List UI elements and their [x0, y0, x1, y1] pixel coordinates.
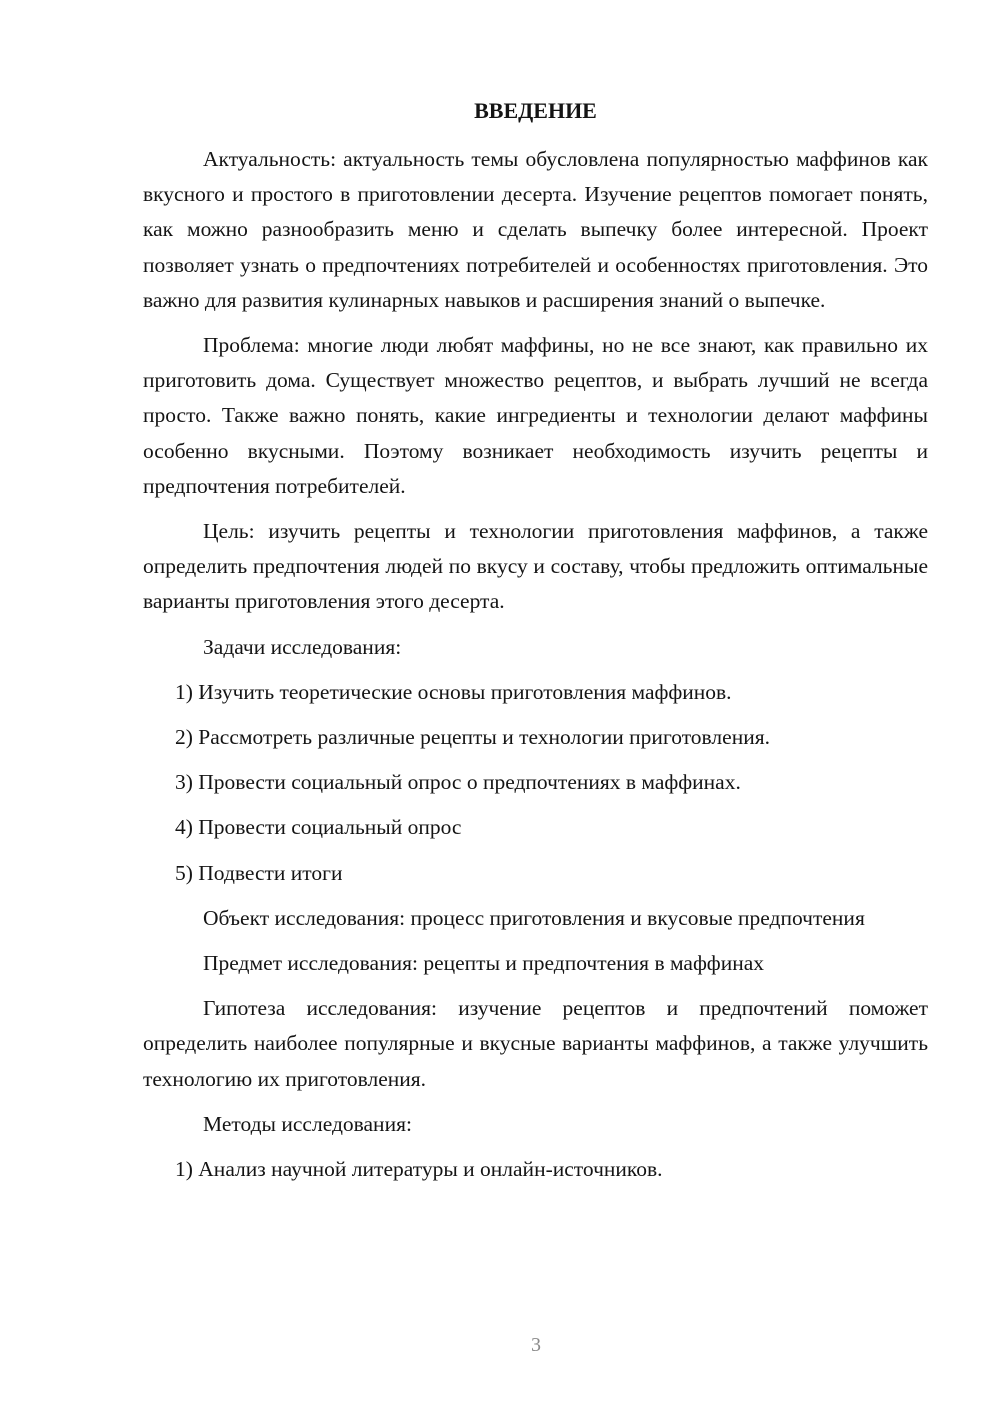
task-item: 5) Подвести итоги: [175, 860, 343, 885]
page-content: [143, 142, 928, 1197]
object-paragraph: Объект исследования: процесс приготовления и вкусовые предпочтения: [203, 905, 865, 930]
methods-heading: Методы исследования:: [203, 1111, 412, 1136]
relevance-paragraph: Актуальность: актуальность темы обусловлена популярностью маффинов как вкусного и простого в приготовлении десерта. Изучение рецептов помогает понять, как можно разнообразить меню и сделать выпечку более интересной. Проект позволяет узнать о предпочтениях потребителей и особенностях приготовления. Это важно для развития кулинарных навыков и расширения знаний о выпечке.: [143, 147, 928, 312]
problem-paragraph: Проблема: многие люди любят маффины, но не все знают, как правильно их приготовить дома. Существует множество рецептов, и выбрать лучший не всегда просто. Также важно понять, какие ингредиенты и технологии делают маффины особенно вкусными. Поэтому возникает необходимость изучить рецепты и предпочтения потребителей.: [143, 333, 928, 498]
task-item: 4) Провести социальный опрос: [175, 815, 462, 840]
hypothesis-paragraph: Гипотеза исследования: изучение рецептов и предпочтений поможет определить наиболее популярные и вкусные варианты маффинов, а также улучшить технологию их приготовления.: [143, 996, 928, 1091]
goal-paragraph: Цель: изучить рецепты и технологии приготовления маффинов, а также определить предпочтения людей по вкусу и составу, чтобы предложить оптимальные варианты приготовления этого десерта.: [143, 519, 928, 614]
task-item: 3) Провести социальный опрос о предпочтениях в маффинах.: [175, 770, 741, 795]
tasks-heading: Задачи исследования:: [203, 634, 402, 659]
page-number: 3: [531, 1334, 541, 1356]
subject-paragraph: Предмет исследования: рецепты и предпочтения в маффинах: [203, 951, 765, 976]
method-item: 1) Анализ научной литературы и онлайн-источников.: [175, 1157, 663, 1182]
task-item: 2) Рассмотреть различные рецепты и технологии приготовления.: [175, 725, 770, 750]
page-title: ВВЕДЕНИЕ: [474, 98, 597, 123]
task-item: 1) Изучить теоретические основы приготовления маффинов.: [175, 679, 732, 704]
